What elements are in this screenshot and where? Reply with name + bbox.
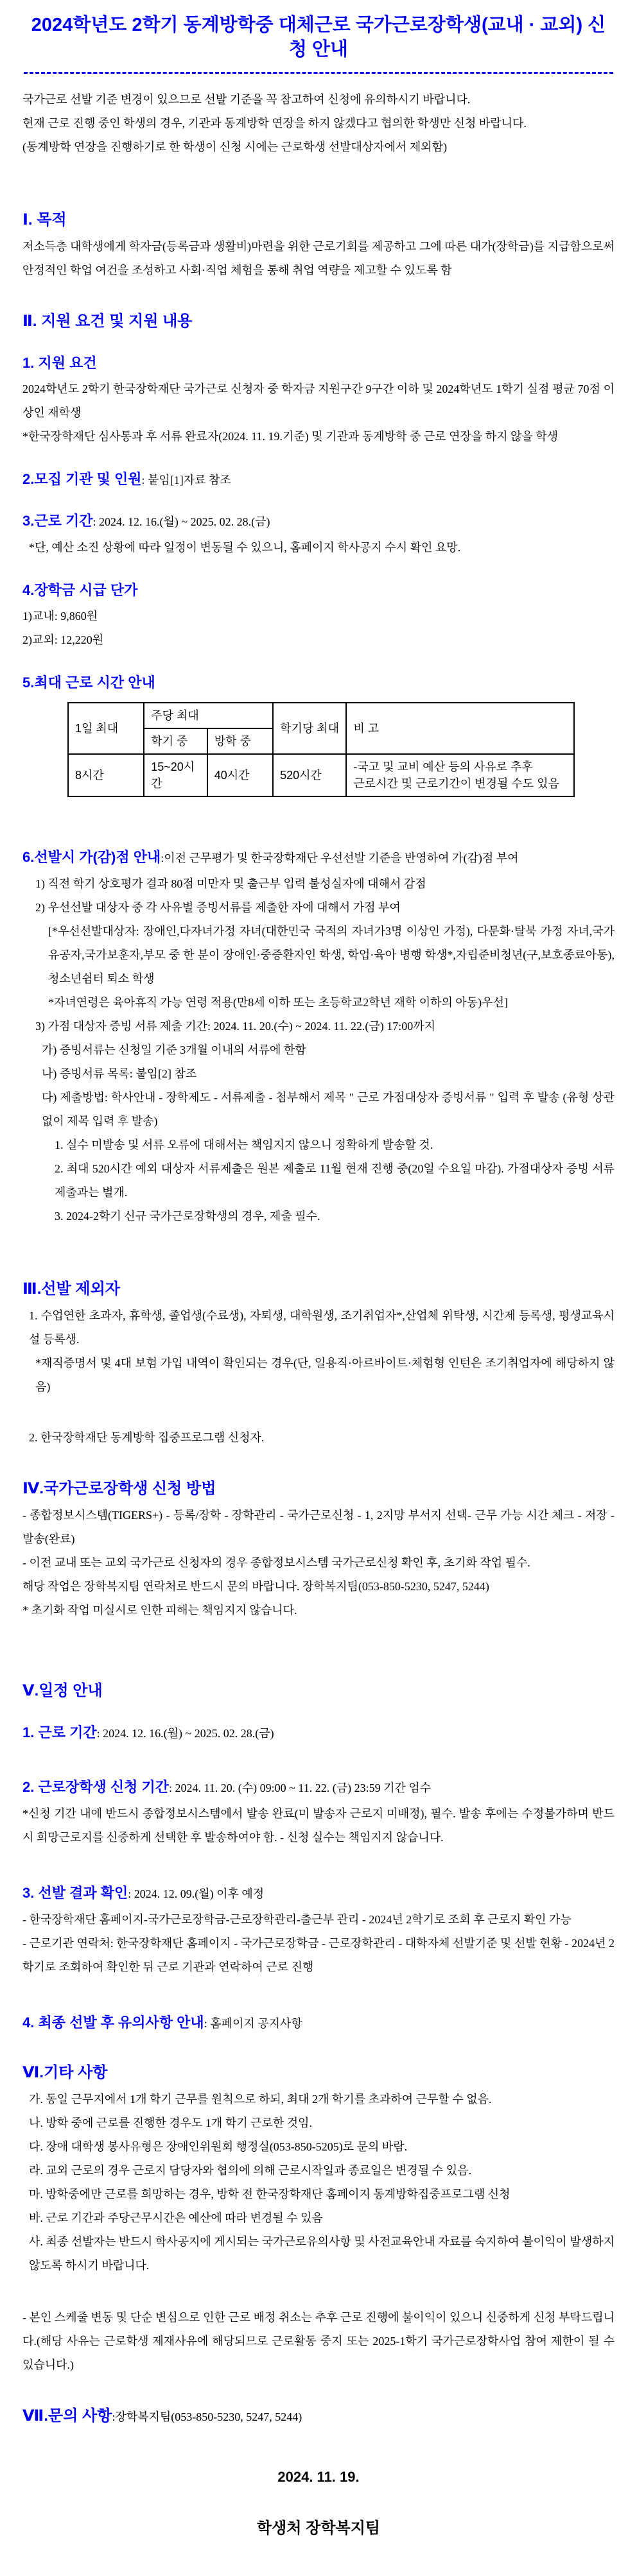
spacer	[22, 2278, 615, 2302]
text-line: 사. 최종 선발자는 반드시 학사공지에 게시되는 국가근로유의사항 및 사전교육안내 자료를 숙지하여 불이익이 발생하지 않도록 하시기 바랍니다.	[29, 2235, 615, 2272]
text-line: 3. 2024-2학기 신규 국가근로장학생의 경우, 제출 필수.	[55, 1210, 320, 1223]
text-line: *한국장학재단 심사통과 후 서류 완료자(2024. 11. 19.기준) 및 기관과 동계방학 중 근로 연장을 하지 않을 학생	[22, 430, 559, 443]
text-line: 가) 증빙서류는 신청일 기준 3개월 이내의 서류에 한함	[42, 1043, 306, 1056]
heading-value: : 홈페이지 공지사항	[204, 2017, 302, 2030]
section-heading: 4.장학금 시급 단가	[22, 582, 138, 598]
heading-value: : 2024. 12. 16.(월) ~ 2025. 02. 28.(금)	[92, 515, 270, 528]
section-heading-inline	[22, 1883, 615, 1904]
text-line: * 초기화 작업 미실시로 인한 피해는 책임지지 않습니다.	[22, 1604, 297, 1617]
table-header-daily-max: 1일 최대	[68, 703, 144, 754]
table-header-note: 비 고	[346, 703, 574, 754]
text-line: 마. 방학중에만 근로를 희망하는 경우, 방학 전 한국장학재단 홈페이지 동계방학집중프로그램 신청	[29, 2188, 510, 2201]
heading-label: 1. 근로 기간	[22, 1724, 97, 1740]
table-cell: -국고 및 교비 예산 등의 사유로 추후 근로시간 및 근로기간이 변경될 수도 있음	[346, 754, 574, 796]
text-line: 다. 장애 대학생 봉사유형은 장애인위원회 행정실(053-850-5205)로 문의 바람.	[29, 2140, 408, 2153]
paragraph	[22, 235, 615, 282]
spacer	[22, 1622, 615, 1652]
dashed-divider	[24, 72, 613, 74]
heading-value: : 2024. 11. 20. (수) 09:00 ~ 11. 22. (금) 23:59 기간 엄수	[168, 1782, 432, 1794]
text-line: - 근로기관 연락처: 한국장학재단 홈페이지 - 국가근로장학금 - 근로장학관리 - 대학자체 선발기준 및 선발 현황 - 2024년 2학기로 조회하여 확인한 뒤 근로 기관과 연락하여 근로 진행	[22, 1937, 615, 1973]
text-line: 다) 제출방법: 학사안내 - 장학제도 - 서류제출 - 첨부해서 제목 " 근로 가점대상자 증빙서류 " 입력 후 발송 (유형 상관없이 제목 입력 후 발송)	[42, 1091, 615, 1128]
text-line: 2024학년도 2학기 한국장학재단 국가근로 신청자 중 학자금 지원구간 9구간 이하 및 2024학년도 1학기 실점 평균 70점 이상인 재학생	[22, 382, 615, 419]
paragraph	[22, 605, 615, 652]
text-line: 1)교내: 9,860원	[22, 610, 98, 623]
text-line: *자녀연령은 육아휴직 가능 연령 적용(만8세 이하 또는 초등학교2학년 재학 이하의 아동)우선]	[48, 996, 508, 1009]
paragraph	[22, 872, 615, 1228]
spacer	[22, 1744, 615, 1756]
heading-label: Ⅶ.문의 사항	[22, 2407, 112, 2425]
text-line: (동계방학 연장을 진행하기로 한 학생이 신청 시에는 근로학생 선발대상자에서 제외함)	[22, 141, 448, 153]
text-line: 저소득층 대학생에게 학자금(등록금과 생활비)마련을 위한 근로기회를 제공하고 그에 따른 대가(장학금)를 지급함으로써 안정적인 학업 여건을 조성하고 사회·직업 체험을 통해 취업 역량을 제고할 수 있도록 함	[22, 240, 615, 277]
table-header-semester-max: 학기당 최대	[273, 703, 346, 754]
text-line: - 본인 스케줄 변동 및 단순 변심으로 인한 근로 배정 취소는 추후 근로 진행에 불이익이 있으니 신중하게 신청 부탁드립니다.(해당 사유는 근로학생 제재사유에 해당되므로 근로활동 중지 또는 2025-1학기 국가근로장학사업 참여 제한이 될 수 있습니다.)	[22, 2311, 615, 2371]
text-line: 나) 증빙서류 목록: 붙임[2] 참조	[42, 1067, 197, 1080]
heading-label: 4. 최종 선발 후 유의사항 안내	[22, 2014, 204, 2031]
signature: 학생처 장학복지팀	[256, 2520, 381, 2537]
paragraph	[22, 1504, 615, 1622]
paragraph	[22, 377, 615, 449]
section-heading-inline	[22, 469, 615, 490]
text-line: 2. 한국장학재단 동계방학 집중프로그램 신청자.	[29, 1431, 265, 1444]
text-line: [*우선선발대상자: 장애인,다자녀가정 자녀(대한민국 국적의 자녀가3명 이상인 가정), 다문화·탈북 가정 자녀,국가유공자,국가보훈자,부모 중 한 분이 장애인·중증환자인 학생, 학업·육아 병행 학생*,자립준비청년(구,보호종료아동),청소년쉼터 퇴소 학생	[48, 925, 615, 985]
text-line: 1. 수업연한 초과자, 휴학생, 졸업생(수료생), 자퇴생, 대학원생, 조기취업자*,산업체 위탁생, 시간제 등록생, 평생교육시설 등록생.	[29, 1309, 615, 1346]
paragraph	[22, 1426, 615, 1450]
heading-value: :장학복지팀(053-850-5230, 5247, 5244)	[112, 2410, 302, 2423]
section-heading-inline	[22, 511, 615, 532]
heading-value: : 붙임[1]자료 참조	[141, 474, 231, 486]
heading-label: 2. 근로장학생 신청 기간	[22, 1779, 169, 1795]
text-line: - 한국장학재단 홈페이지-국가근로장학금-근로장학관리-출근부 관리 - 2024년 2학기로 조회 후 근로지 확인 가능	[22, 1913, 572, 1926]
table-cell: 520시간	[273, 754, 346, 796]
paragraph	[22, 2306, 615, 2377]
text-line: 2) 우선선발 대상자 중 각 사유별 증빙서류를 제출한 자에 대해서 가점 부여	[35, 901, 401, 914]
section-heading: Ⅰ. 목적	[22, 211, 67, 228]
section-heading: Ⅵ.기타 사항	[22, 2064, 108, 2081]
table-header-during-vacation: 방학 중	[207, 728, 273, 754]
text-line: *재직증명서 및 4대 보험 가입 내역이 확인되는 경우(단, 일용직·아르바이트·체험형 인턴은 조기취업자에 해당하지 않음)	[35, 1357, 615, 1393]
heading-label: 6.선발시 가(감)점 안내	[22, 849, 161, 865]
heading-value: :이전 근무평가 및 한국장학재단 우선선발 기준을 반영하여 가(감)점 부여	[161, 852, 519, 864]
text-line: 해당 작업은 장학복지팀 연락처로 반드시 문의 바랍니다. 장학복지팀(053-850-5230, 5247, 5244)	[22, 1580, 489, 1593]
text-line: 2. 최대 520시간 예외 대상자 서류제출은 원본 제출로 11월 현재 진행 중(20일 수요일 마감). 가점대상자 증빙 서류제출과는 별개.	[55, 1162, 615, 1199]
spacer	[22, 797, 615, 827]
text-line: 2)교외: 12,220원	[22, 633, 104, 646]
section-heading-inline	[22, 1722, 615, 1744]
spacer	[22, 159, 615, 181]
section-heading: 5.최대 근로 시간 안내	[22, 674, 155, 691]
paragraph	[22, 2088, 615, 2278]
text-line: 현재 근로 진행 중인 학생의 경우, 기관과 동계방학 연장을 하지 않겠다고 협의한 학생만 신청 바랍니다.	[22, 117, 527, 130]
section-heading-inline	[22, 2013, 615, 2034]
section-heading: Ⅲ.선발 제외자	[22, 1280, 120, 1298]
page-title: 2024학년도 2학기 동계방학중 대체근로 국가근로장학생(교내 · 교외) 신청 안내	[31, 15, 606, 60]
text-line: *단, 예산 소진 상황에 따라 일정이 변동될 수 있으니, 홈페이지 학사공지 수시 확인 요망.	[29, 541, 461, 554]
spacer	[22, 1979, 615, 1992]
table-header-during-semester: 학기 중	[144, 728, 207, 754]
section-heading: Ⅱ. 지원 요건 및 지원 내용	[22, 313, 193, 330]
heading-label: 3. 선발 결과 확인	[22, 1885, 128, 1901]
section-heading-inline	[22, 1777, 615, 1798]
text-line: 3) 가점 대상자 증빙 서류 제출 기간: 2024. 11. 20.(수) ~ 2024. 11. 22.(금) 17:00까지	[35, 1020, 435, 1033]
section-heading-inline	[22, 847, 615, 868]
issue-date: 2024. 11. 19.	[277, 2469, 360, 2485]
paragraph	[22, 88, 615, 159]
max-hours-table	[67, 702, 575, 797]
text-line: 국가근로 선발 기준 변경이 있으므로 선발 기준을 꼭 참고하여 신청에 유의하시기 바랍니다.	[22, 93, 471, 106]
section-heading-inline	[22, 2405, 615, 2428]
paragraph	[22, 1802, 615, 1850]
text-line: 라. 교외 근로의 경우 근로지 담당자와 협의에 의해 근로시작일과 종료일은 변경될 수 있음.	[29, 2164, 471, 2177]
text-line: 가. 동일 근무지에서 1개 학기 근무를 원칙으로 하되, 최대 2개 학기를 초과하여 근무할 수 없음.	[29, 2093, 492, 2106]
spacer	[22, 1850, 615, 1862]
paragraph	[22, 1908, 615, 1979]
heading-label: 3.근로 기간	[22, 513, 93, 529]
text-line: 1) 직전 학기 상호평가 결과 80점 미만자 및 출근부 입력 불성실자에 대해서 감점	[35, 877, 426, 890]
spacer	[22, 1228, 615, 1250]
section-heading: Ⅳ.국가근로장학생 신청 방법	[22, 1480, 216, 1497]
paragraph	[22, 1304, 615, 1399]
text-line: *신청 기간 내에 반드시 종합정보시스템에서 발송 완료(미 발송자 근로지 미배정), 필수. 발송 후에는 수정불가하며 반드시 희망근로지를 신중하게 선택한 후 발송하여야 함. - 신청 실수는 책임지지 않습니다.	[22, 1807, 615, 1844]
heading-value: : 2024. 12. 16.(월) ~ 2025. 02. 28.(금)	[96, 1727, 274, 1740]
section-heading: Ⅴ.일정 안내	[22, 1682, 103, 1699]
text-line: 1. 실수 미발송 및 서류 오류에 대해서는 책임지지 않으니 정확하게 발송할 것.	[55, 1138, 433, 1151]
text-line: - 이전 교내 또는 교외 국가근로 신청자의 경우 종합정보시스템 국가근로신청 확인 후, 초기화 작업 필수.	[22, 1556, 530, 1569]
table-header-weekly-max: 주당 최대	[144, 703, 273, 728]
section-heading: 1. 지원 요건	[22, 355, 97, 371]
text-line: 나. 방학 중에 근로를 진행한 경우도 1개 학기 근로한 것임.	[29, 2117, 313, 2129]
table-cell: 40시간	[207, 754, 273, 796]
spacer	[22, 1399, 615, 1422]
table-cell: 15~20시간	[144, 754, 207, 796]
text-line: - 종합정보시스템(TIGERS+) - 등록/장학 - 장학관리 - 국가근로신청 - 1, 2지망 부서지 선택- 근무 가능 시간 체크 - 저장 - 발송(완료)	[22, 1509, 615, 1545]
heading-value: : 2024. 12. 09.(월) 이후 예정	[128, 1887, 265, 1900]
paragraph	[22, 536, 615, 560]
table-cell: 8시간	[68, 754, 144, 796]
text-line: 바. 근로 기간과 주당근무시간은 예산에 따라 변경될 수 있음	[29, 2211, 323, 2224]
heading-label: 2.모집 기관 및 인원	[22, 471, 142, 487]
